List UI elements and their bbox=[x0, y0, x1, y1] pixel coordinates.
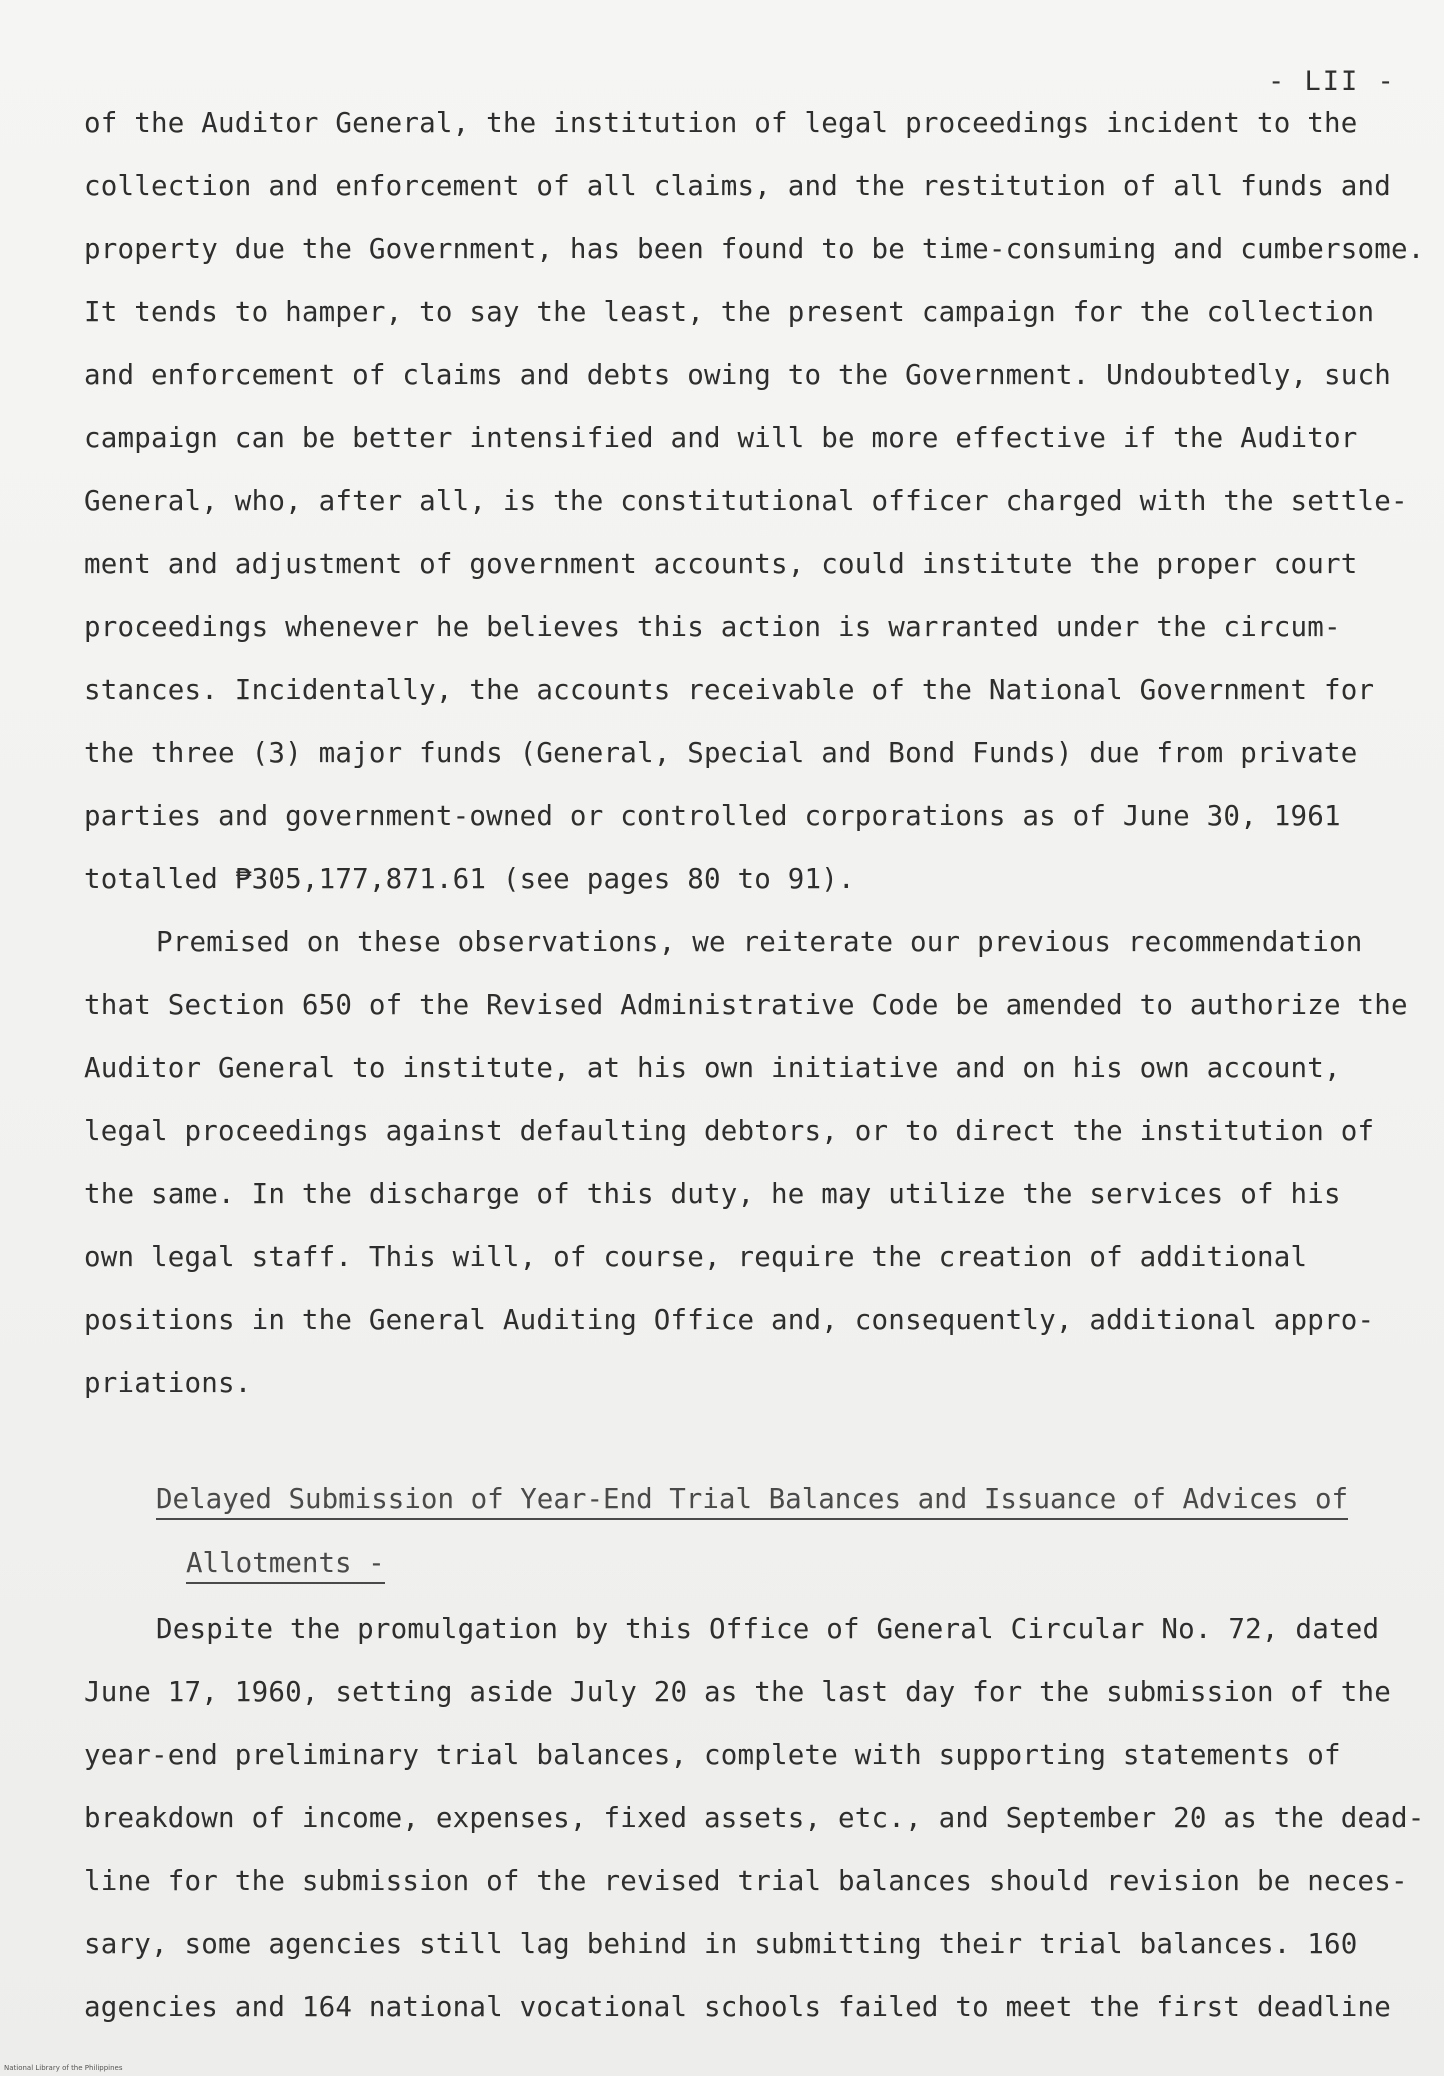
paragraph-auditor-general-proceedings bbox=[84, 92, 1425, 1415]
text-line: parties and government-owned or controlled corporations as of June 30, 1961 bbox=[84, 800, 1341, 832]
text-line: Premised on these observations, we reiterate our previous recommendation bbox=[156, 926, 1363, 958]
page-number: - LII - bbox=[1268, 66, 1396, 97]
text-line: that Section 650 of the Revised Administrative Code be amended to authorize the bbox=[84, 989, 1408, 1021]
text-line: legal proceedings against defaulting debtors, or to direct the institution of bbox=[84, 1115, 1375, 1147]
text-line: It tends to hamper, to say the least, the present campaign for the collection bbox=[84, 296, 1375, 328]
text-line: sary, some agencies still lag behind in submitting their trial balances. 160 bbox=[84, 1928, 1358, 1960]
text-line: General, who, after all, is the constitutional officer charged with the settle- bbox=[84, 485, 1408, 517]
text-line: totalled ₱305,177,871.61 (see pages 80 to 91). bbox=[84, 863, 855, 895]
text-line: stances. Incidentally, the accounts receivable of the National Government for bbox=[84, 674, 1375, 706]
text-line: the three (3) major funds (General, Special and Bond Funds) due from private bbox=[84, 737, 1358, 769]
text-line: breakdown of income, expenses, fixed assets, etc., and September 20 as the dead- bbox=[84, 1802, 1425, 1834]
text-line: June 17, 1960, setting aside July 20 as the last day for the submission of the bbox=[84, 1676, 1391, 1708]
section-heading bbox=[156, 1480, 1396, 1584]
text-line: proceedings whenever he believes this action is warranted under the circum- bbox=[84, 611, 1341, 643]
text-line: line for the submission of the revised trial balances should revision be neces- bbox=[84, 1865, 1408, 1897]
section-heading-line: Delayed Submission of Year-End Trial Balances and Issuance of Advices of bbox=[156, 1480, 1348, 1520]
text-line: property due the Government, has been found to be time-consuming and cumbersome. bbox=[84, 233, 1425, 265]
text-line: positions in the General Auditing Office and, consequently, additional appro- bbox=[84, 1304, 1375, 1336]
text-line: agencies and 164 national vocational schools failed to meet the first deadline bbox=[84, 1991, 1391, 2023]
paragraph-trial-balances bbox=[84, 1598, 1425, 2039]
text-line: ment and adjustment of government accounts, could institute the proper court bbox=[84, 548, 1358, 580]
text-line: own legal staff. This will, of course, require the creation of additional bbox=[84, 1241, 1308, 1273]
text-line: of the Auditor General, the institution of legal proceedings incident to the bbox=[84, 107, 1358, 139]
text-line: collection and enforcement of all claims, and the restitution of all funds and bbox=[84, 170, 1391, 202]
text-line: Despite the promulgation by this Office of General Circular No. 72, dated bbox=[156, 1613, 1380, 1645]
text-line: year-end preliminary trial balances, complete with supporting statements of bbox=[84, 1739, 1341, 1771]
scan-footer-note: National Library of the Philippines bbox=[4, 2064, 123, 2072]
section-heading-line: Allotments - bbox=[186, 1544, 385, 1584]
text-line: the same. In the discharge of this duty, he may utilize the services of his bbox=[84, 1178, 1341, 1210]
text-line: campaign can be better intensified and will be more effective if the Auditor bbox=[84, 422, 1358, 454]
text-line: and enforcement of claims and debts owing to the Government. Undoubtedly, such bbox=[84, 359, 1391, 391]
text-line: Auditor General to institute, at his own initiative and on his own account, bbox=[84, 1052, 1341, 1084]
text-line: priations. bbox=[84, 1367, 252, 1399]
